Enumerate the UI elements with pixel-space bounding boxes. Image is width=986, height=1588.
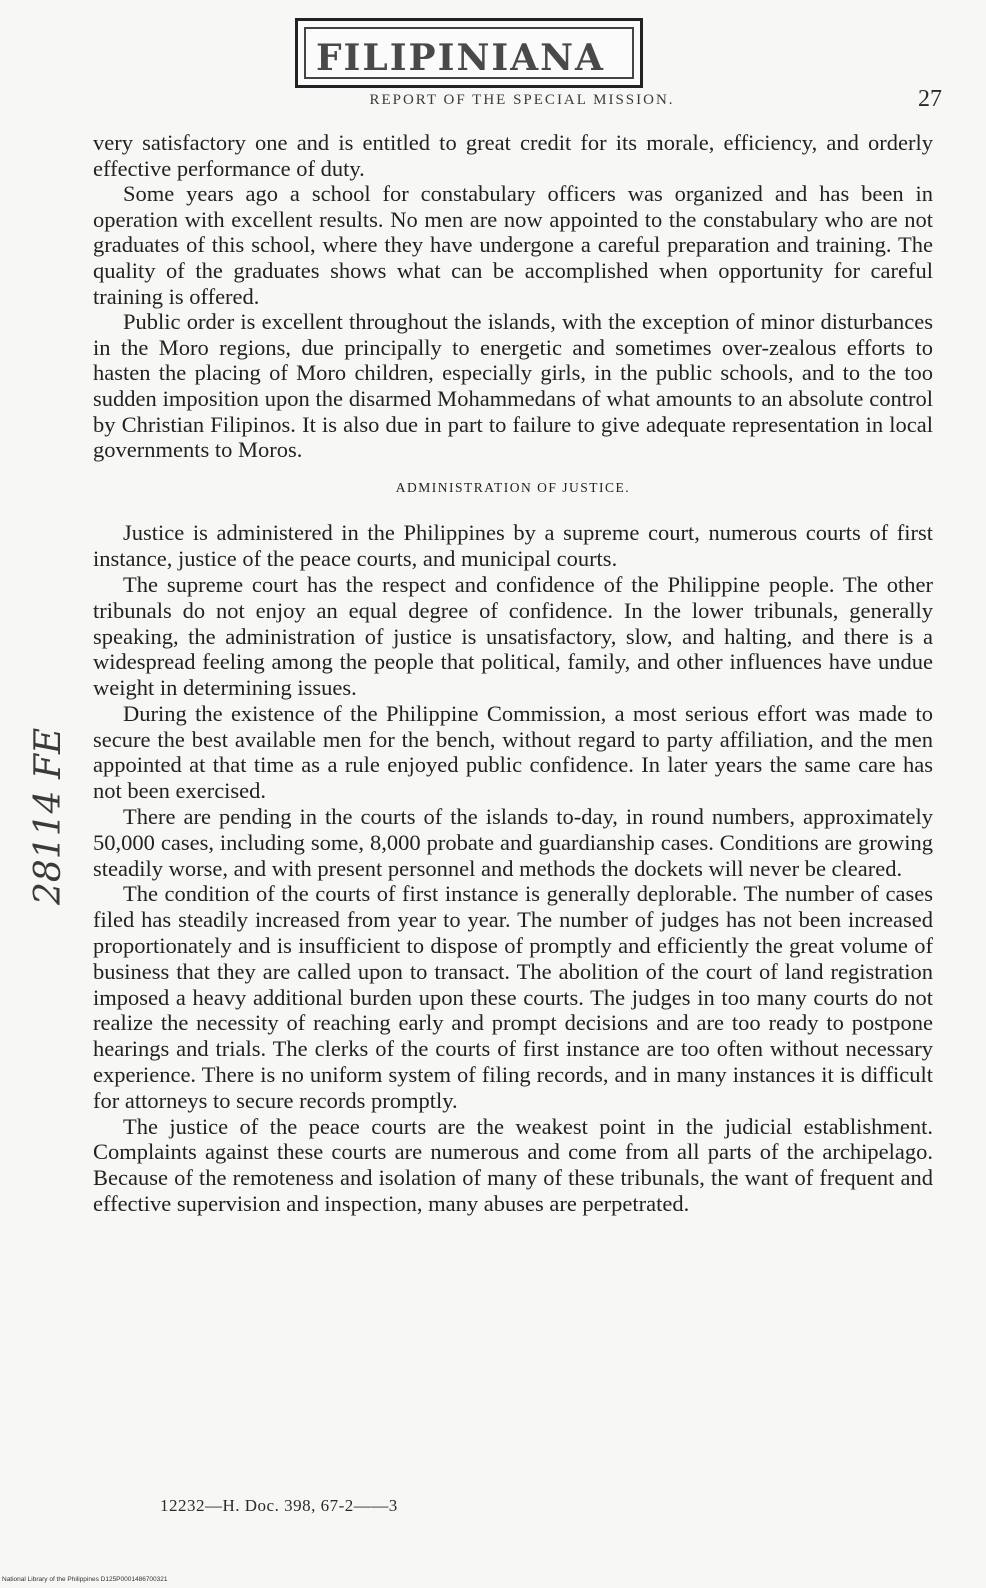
handwritten-margin-note: 28114 FE bbox=[28, 727, 69, 905]
body-text bbox=[93, 130, 933, 1217]
paragraph: Some years ago a school for constabulary officers was organized and has been in operation with excellent results. No men are now appointed to the constabulary who are not graduates of this school, where they have undergone a careful preparation and training. The quality of the graduates shows what can be accomplished when opportunity for careful training is offered. bbox=[93, 181, 933, 309]
paragraph: very satisfactory one and is entitled to great credit for its morale, efficiency, and orderly effective performance of duty. bbox=[93, 130, 933, 181]
paragraph: There are pending in the courts of the islands to-day, in round numbers, approximately 50,000 cases, including some, 8,000 probate and guardianship cases. Conditions are growing steadily worse, and with present personnel and methods the dockets will never be cleared. bbox=[93, 804, 933, 881]
filipiniana-stamp bbox=[295, 18, 643, 88]
paragraph: The supreme court has the respect and confidence of the Philippine people. The other tribunals do not enjoy an equal degree of confidence. In the lower tribunals, generally speaking, the administration of justice is unsatisfactory, slow, and halting, and there is a widespread feeling among the people that political, family, and other influences have undue weight in determining issues. bbox=[93, 571, 933, 701]
section-constabulary bbox=[93, 130, 933, 463]
running-head: REPORT OF THE SPECIAL MISSION. bbox=[369, 92, 675, 108]
paragraph: During the existence of the Philippine Commission, a most serious effort was made to secure the best available men for the bench, without regard to party affiliation, and the men appointed at that time as a rule enjoyed public confidence. In later years the same care has not been exercised. bbox=[93, 700, 933, 804]
paragraph: Justice is administered in the Philippines by a supreme court, numerous courts of first instance, justice of the peace courts, and municipal courts. bbox=[93, 520, 933, 572]
paragraph: The condition of the courts of first instance is generally deplorable. The number of cases filed has steadily increased from year to year. The number of judges has not been increased proportionately and is insufficient to dispose of promptly and efficiently the great volume of business that they are called upon to transact. The abolition of the court of land registration imposed a heavy additional burden upon these courts. The judges in too many courts do not realize the necessity of reaching early and prompt decisions and are too ready to postpone hearings and trials. The clerks of the courts of first instance are too often without necessary experience. There is no uniform system of filing records, and in many instances it is difficult for attorneys to secure records promptly. bbox=[93, 881, 933, 1113]
page-number: 27 bbox=[918, 86, 942, 112]
stamp-text: FILIPINIANA bbox=[316, 37, 605, 79]
paragraph: Public order is excellent throughout the islands, with the exception of minor disturbances in the Moro regions, due principally to energetic and sometimes over-zealous efforts to hasten the placing of Moro children, especially girls, in the public schools, and to the too sudden imposition upon the disarmed Mohammedans of what amounts to an absolute control by Christian Filipinos. It is also due in part to failure to give adequate representation in local governments to Moros. bbox=[93, 309, 933, 463]
section-heading: ADMINISTRATION OF JUSTICE. bbox=[395, 479, 631, 495]
document-signature-line: 12232—H. Doc. 398, 67-2——3 bbox=[160, 1496, 398, 1515]
section-administration-of-justice bbox=[93, 520, 933, 1217]
paragraph: The justice of the peace courts are the weakest point in the judicial establishment. Complaints against these courts are numerous and come from all parts of the archipelago. Because of the remoteness and isolation of many of these tribunals, the want of frequent and effective supervision and inspection, many abuses are perpetrated. bbox=[93, 1113, 933, 1217]
archive-credit: National Library of the Philippines D125P0001486700321 bbox=[2, 1576, 168, 1583]
